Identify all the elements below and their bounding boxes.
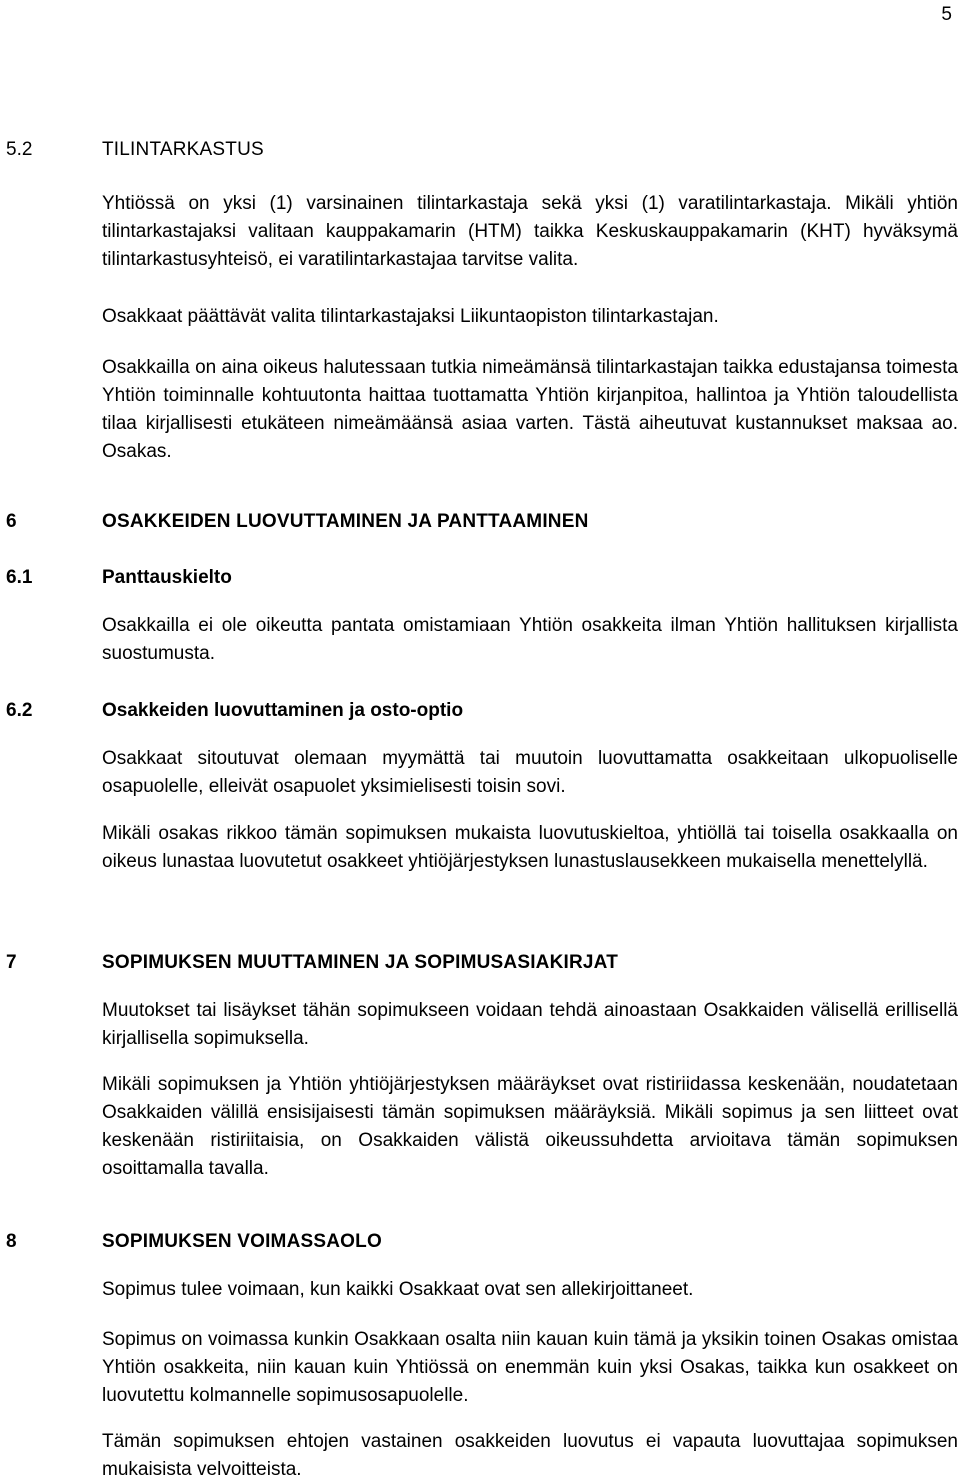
section-title: SOPIMUKSEN MUUTTAMINEN JA SOPIMUSASIAKIRJAT — [102, 952, 618, 973]
paragraph: Osakkailla ei ole oikeutta pantata omistamiaan Yhtiön osakkeita ilman Yhtiön hallituksen kirjallista suostumusta. — [102, 615, 958, 664]
paragraph: Mikäli osakas rikkoo tämän sopimuksen mukaista luovutuskieltoa, yhtiöllä tai toisella osakkaalla on oikeus lunastaa luovutetut osakkeet yhtiöjärjestyksen lunastuslausekkeen mukaisella menettelyllä. — [102, 823, 958, 872]
page-number: 5 — [941, 4, 952, 25]
paragraph: Sopimus tulee voimaan, kun kaikki Osakkaat ovat sen allekirjoittaneet. — [102, 1279, 694, 1300]
paragraph: Tämän sopimuksen ehtojen vastainen osakkeiden luovutus ei vapauta luovuttajaa sopimuksen mukaisista velvoitteista. — [102, 1431, 958, 1480]
paragraph: Osakkailla on aina oikeus halutessaan tutkia nimeämänsä tilintarkastajan taikka edustajansa toimesta Yhtiön toiminnalle kohtuutonta haittaa tuottamatta Yhtiön kirjanpitoa, hallintoa ja Yhtiön taloudellista tilaa kirjallisesti etukäteen nimeämäänsä asiaa varten. Tästä aiheutuvat kustannukset maksaa ao. Osakas. — [102, 357, 958, 462]
section-title: TILINTARKASTUS — [102, 139, 264, 160]
section-number: 6 — [6, 511, 17, 532]
section-number: 5.2 — [6, 139, 33, 160]
section-number: 6.2 — [6, 700, 33, 721]
paragraph: Yhtiössä on yksi (1) varsinainen tilintarkastaja sekä yksi (1) varatilintarkastaja. Mikäli yhtiön tilintarkastajaksi valitaan kauppakamarin (HTM) taikka Keskuskauppakamarin (KHT) hyväksymä tilintarkastusyhteisö, ei varatilintarkastajaa tarvitse valita. — [102, 193, 958, 270]
section-title: Panttauskielto — [102, 567, 232, 588]
paragraph: Sopimus on voimassa kunkin Osakkaan osalta niin kauan kuin tämä ja yksikin toinen Osakas omistaa Yhtiön osakkeita, niin kauan kuin Yhtiössä on enemmän kuin yksi Osakas, taikka kun osakkeet on luovutettu kolmannelle sopimusosapuolelle. — [102, 1329, 958, 1406]
section-number: 8 — [6, 1231, 17, 1252]
section-number: 7 — [6, 952, 17, 973]
paragraph: Mikäli sopimuksen ja Yhtiön yhtiöjärjestyksen määräykset ovat ristiriidassa keskenään, noudatetaan Osakkaiden välillä ensisijaisesti tämän sopimuksen määräyksiä. Mikäli sopimus ja sen liitteet ovat keskenään ristiriitaisia, on Osakkaiden välistä oikeussuhdetta arvioitava tämän sopimuksen osoittamalla tavalla. — [102, 1074, 958, 1179]
section-number: 6.1 — [6, 567, 33, 588]
section-title: OSAKKEIDEN LUOVUTTAMINEN JA PANTTAAMINEN — [102, 511, 589, 532]
section-title: SOPIMUKSEN VOIMASSAOLO — [102, 1231, 382, 1252]
paragraph: Muutokset tai lisäykset tähän sopimukseen voidaan tehdä ainoastaan Osakkaiden välisellä erillisellä kirjallisella sopimuksella. — [102, 1000, 958, 1049]
section-title: Osakkeiden luovuttaminen ja osto-optio — [102, 700, 464, 721]
paragraph: Osakkaat päättävät valita tilintarkastajaksi Liikuntaopiston tilintarkastajan. — [102, 306, 719, 327]
paragraph: Osakkaat sitoutuvat olemaan myymättä tai muutoin luovuttamatta osakkeitaan ulkopuoliselle osapuolelle, elleivät osapuolet yksimielisesti toisin sovi. — [102, 748, 958, 797]
